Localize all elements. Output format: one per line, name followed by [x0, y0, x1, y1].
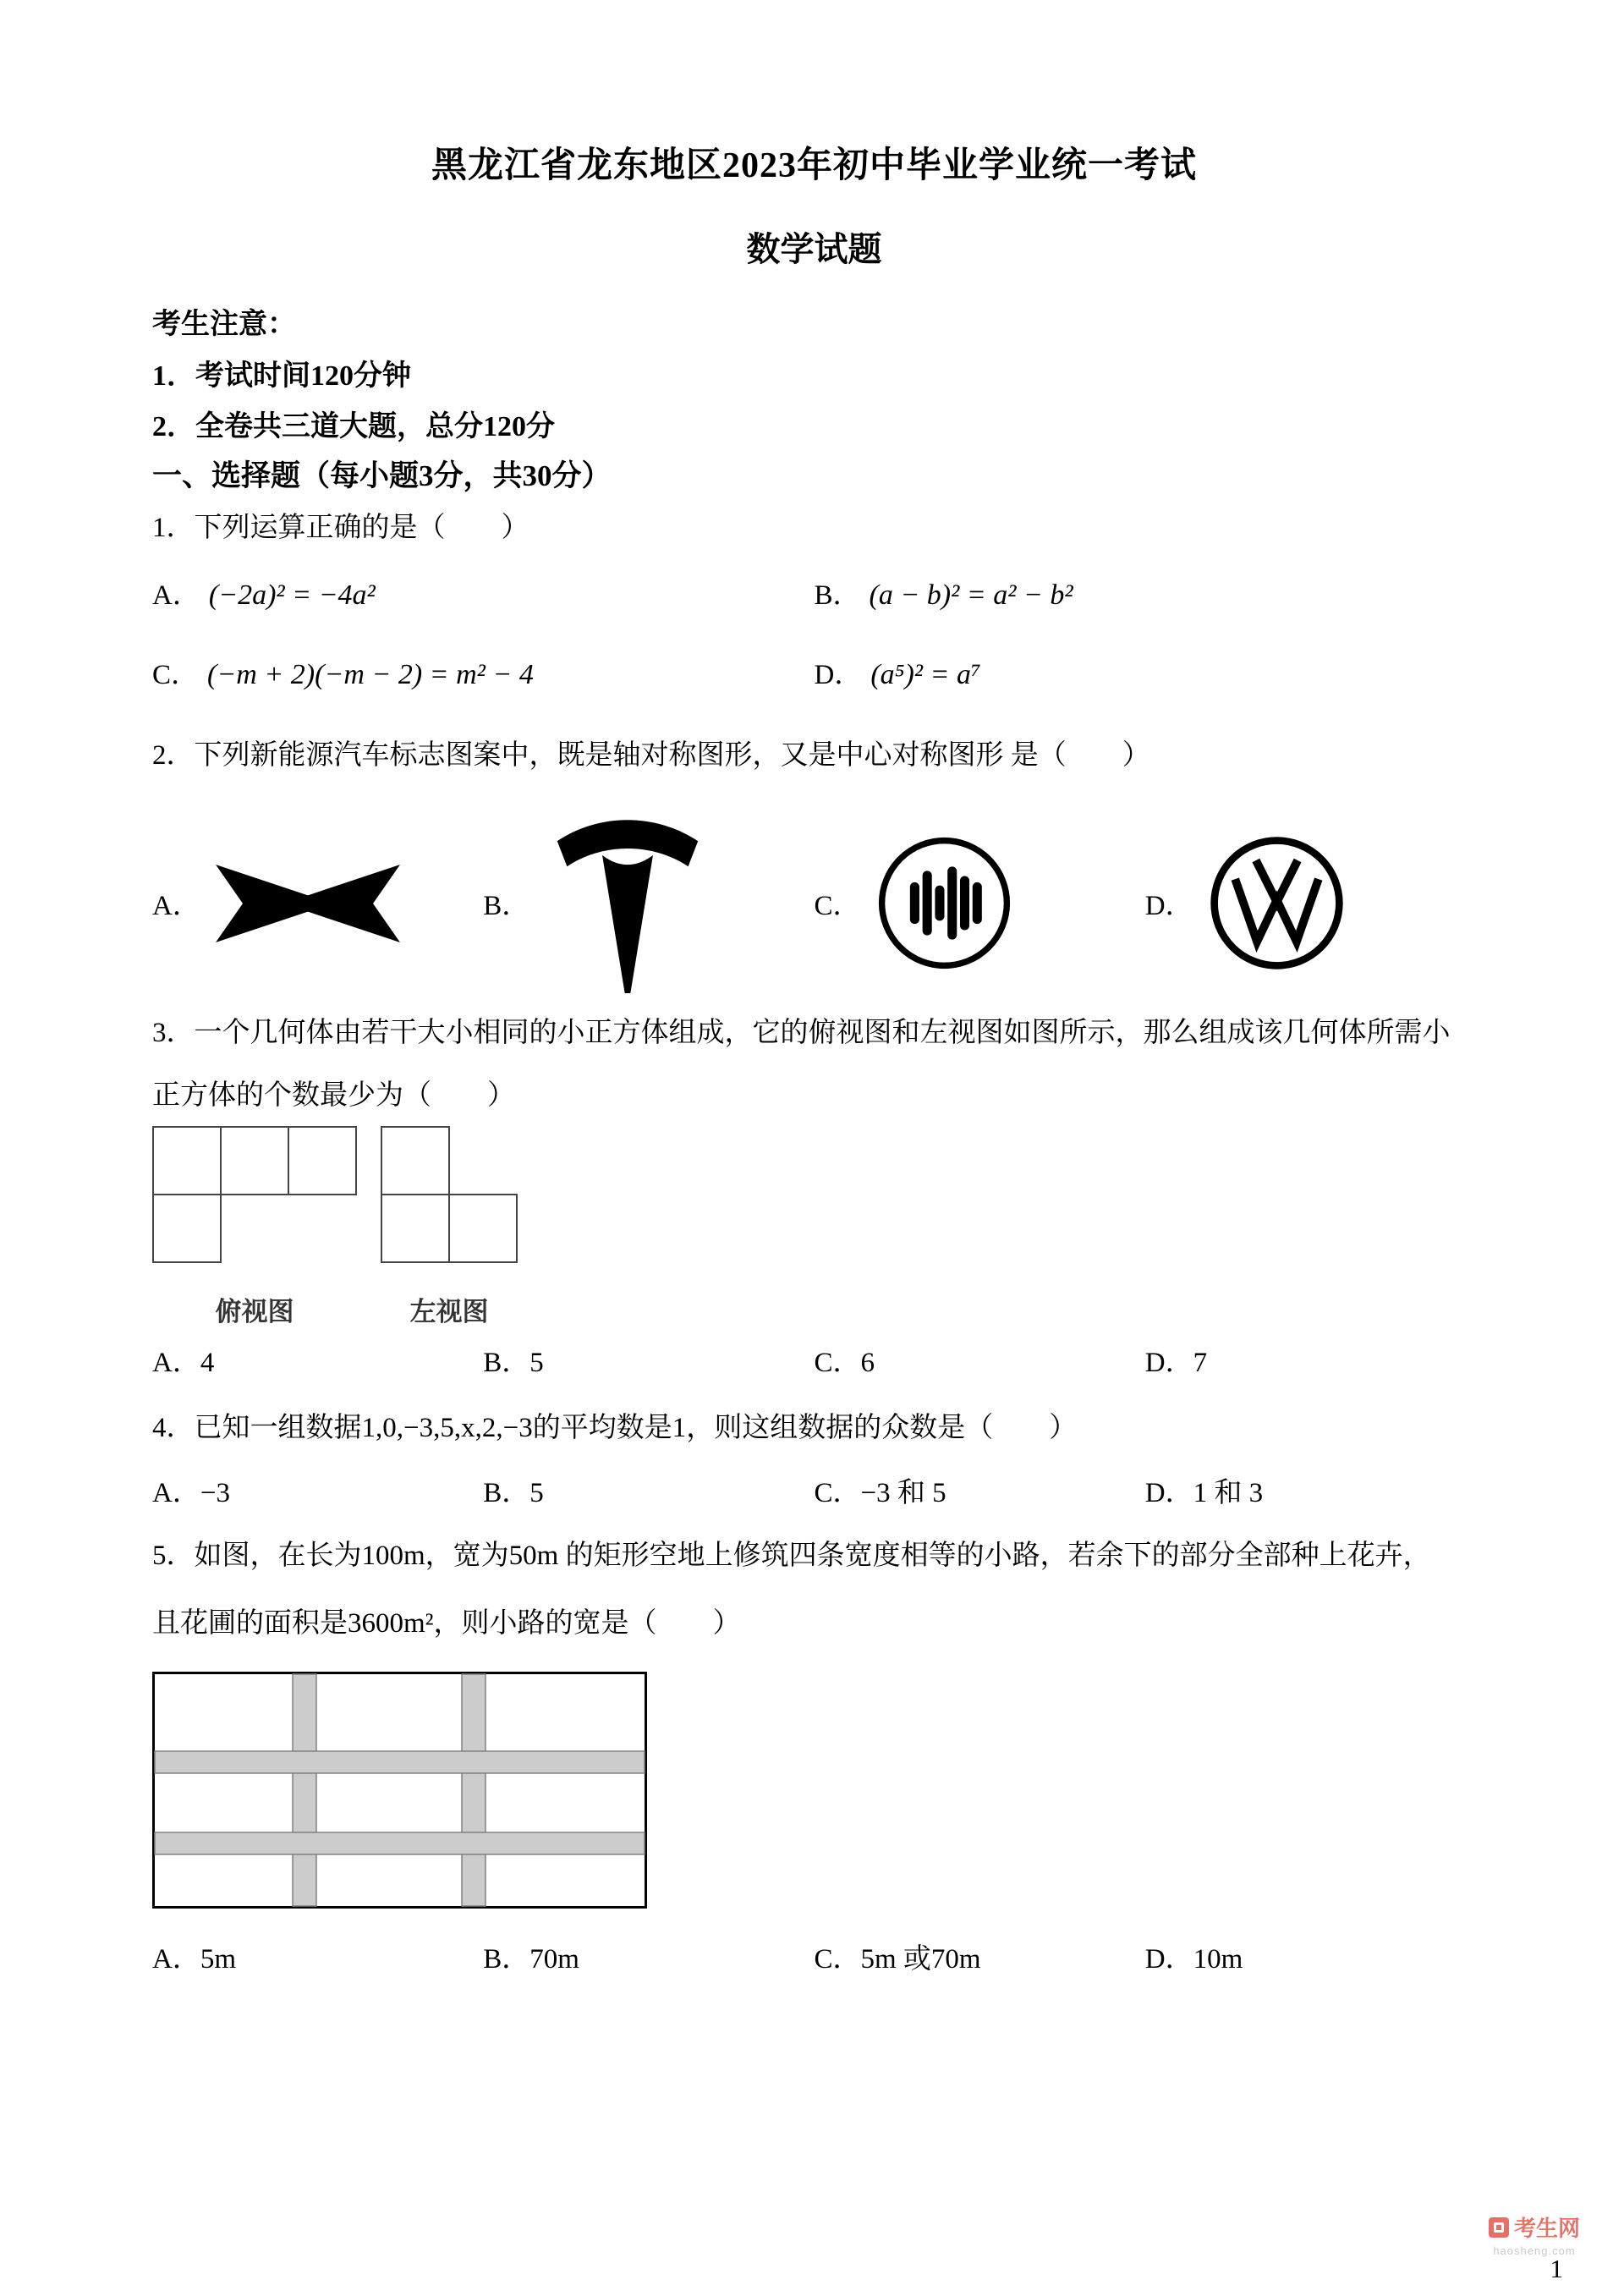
option-c-label: C．: [814, 1348, 861, 1378]
option-b-value: 5: [529, 1478, 544, 1508]
top-view-label: 俯视图: [215, 1297, 294, 1327]
option-c-formula: (−m + 2)(−m − 2) = m² − 4: [207, 659, 534, 690]
question-1-options: [152, 579, 1476, 692]
question-1-option-c: [152, 658, 815, 692]
question-1-option-a: [152, 579, 815, 612]
watermark-logo-icon: [1489, 2217, 1509, 2238]
question-4-option-d: [1145, 1476, 1476, 1510]
xpeng-logo: [214, 861, 402, 946]
question-4-text: 4．已知一组数据1,0,−3,5,x,2,−3的平均数是1，则这组数据的众数是（ ）: [152, 1413, 1078, 1443]
option-b-label: B．: [483, 891, 530, 921]
question-5-option-d: [1145, 1942, 1476, 1976]
question-3-text-line2: 正方体的个数最少为（ ）: [152, 1080, 515, 1111]
watermark-name: 考生网: [1513, 2216, 1580, 2241]
notice-heading: 考生注意：: [152, 309, 296, 340]
option-c-label: C．: [814, 1478, 861, 1508]
option-d-value: 10m: [1193, 1944, 1243, 1975]
option-d-value: 7: [1193, 1348, 1208, 1378]
question-5-option-b: [483, 1942, 814, 1976]
question-4-options: [152, 1476, 1476, 1510]
option-c-label: C．: [814, 891, 861, 921]
left-view-label: 左视图: [409, 1297, 489, 1327]
option-a-formula: (−2a)² = −4a²: [208, 579, 376, 611]
question-5-text-line2: 且花圃的面积是3600m²，则小路的宽是（ ）: [152, 1608, 741, 1639]
option-b-label: B．: [483, 1478, 530, 1508]
option-a-label: A．: [152, 1944, 200, 1975]
option-b-label: B．: [814, 580, 861, 611]
option-b-value: 70m: [529, 1944, 579, 1975]
watermark-domain: haosheng.com: [1493, 2244, 1576, 2257]
vertical-bars-circle-logo: [875, 833, 1014, 973]
tesla-logo: [543, 805, 712, 1002]
option-a-value: −3: [200, 1478, 230, 1508]
option-c-label: C．: [814, 1944, 861, 1975]
question-3-option-c: [815, 1346, 1145, 1380]
option-a-label: A．: [152, 1478, 200, 1508]
exam-subtitle: 数学试题: [746, 230, 882, 268]
option-a-value: 4: [200, 1348, 215, 1378]
exam-title: 黑龙江省龙东地区2023年初中毕业学业统一考试: [431, 146, 1197, 185]
question-2-option-d: [1145, 833, 1476, 973]
question-3-option-b: [483, 1346, 814, 1380]
section-1-heading: 一、选择题（每小题3分，共30分）: [152, 459, 612, 492]
option-d-formula: (a⁵)² = a⁷: [870, 659, 981, 690]
question-2-option-a: [152, 861, 483, 946]
question-3-option-a: [152, 1346, 483, 1380]
exam-content: [152, 0, 1476, 1976]
question-4-option-a: [152, 1476, 483, 1510]
left-view-diagram: [381, 1126, 518, 1263]
garden-paths-diagram: [152, 1672, 647, 1909]
question-2-option-c: [815, 833, 1145, 973]
option-a-label: A．: [152, 580, 200, 611]
question-2-text: 2．下列新能源汽车标志图案中，既是轴对称图形，又是中心对称图形 是（ ）: [152, 740, 1150, 771]
option-d-label: D．: [1144, 1478, 1193, 1508]
question-3-figures: [152, 1126, 1476, 1329]
option-d-label: D．: [814, 660, 863, 690]
question-3-text-line1: 3．一个几何体由若干大小相同的小正方体组成，它的俯视图和左视图如图所示，那么组成该几何体所需小: [152, 1018, 1451, 1048]
question-3-options: [152, 1346, 1476, 1380]
option-d-value: 1 和 3: [1193, 1478, 1264, 1508]
option-c-value: 5m 或70m: [860, 1944, 981, 1975]
page-number: 1: [1550, 2254, 1563, 2283]
watermark-row: [1489, 2211, 1580, 2243]
question-4-option-c: [815, 1476, 1145, 1510]
top-view-figure: [152, 1126, 357, 1329]
option-b-label: B．: [483, 1944, 530, 1975]
option-c-value: −3 和 5: [860, 1478, 946, 1508]
question-2-option-b: [483, 805, 814, 1002]
option-a-value: 5m: [200, 1944, 237, 1975]
option-d-label: D．: [1144, 891, 1193, 921]
option-c-label: C．: [152, 660, 200, 690]
question-1-option-b: [815, 579, 1477, 612]
question-5-options: [152, 1942, 1476, 1976]
question-5-figure: [152, 1672, 1476, 1913]
question-3-option-d: [1145, 1346, 1476, 1380]
option-b-formula: (a − b)² = a² − b²: [869, 579, 1073, 611]
notice-item-1: 1．考试时间120分钟: [152, 360, 411, 392]
option-b-value: 5: [529, 1348, 544, 1378]
option-b-label: B．: [483, 1348, 530, 1378]
option-c-value: 6: [860, 1348, 875, 1378]
notice-item-2: 2．全卷共三道大题，总分120分: [152, 411, 555, 442]
question-5-text-line1: 5．如图，在长为100m，宽为50m 的矩形空地上修筑四条宽度相等的小路，若余下的部分全部种上花卉，: [152, 1541, 1431, 1571]
option-d-label: D．: [1144, 1348, 1193, 1378]
question-5-option-a: [152, 1942, 483, 1976]
option-a-label: A．: [152, 891, 200, 921]
option-d-label: D．: [1144, 1944, 1193, 1975]
question-2-options: [152, 804, 1476, 1002]
option-a-label: A．: [152, 1348, 200, 1378]
question-1-option-d: [815, 658, 1477, 692]
top-view-diagram: [152, 1126, 357, 1263]
watermark: [1489, 2211, 1580, 2257]
question-1-text: 1．下列运算正确的是（ ）: [152, 513, 529, 543]
question-5-option-c: [815, 1942, 1145, 1976]
left-view-figure: [381, 1126, 518, 1329]
vw-logo: [1207, 833, 1347, 973]
question-4-option-b: [483, 1476, 814, 1510]
